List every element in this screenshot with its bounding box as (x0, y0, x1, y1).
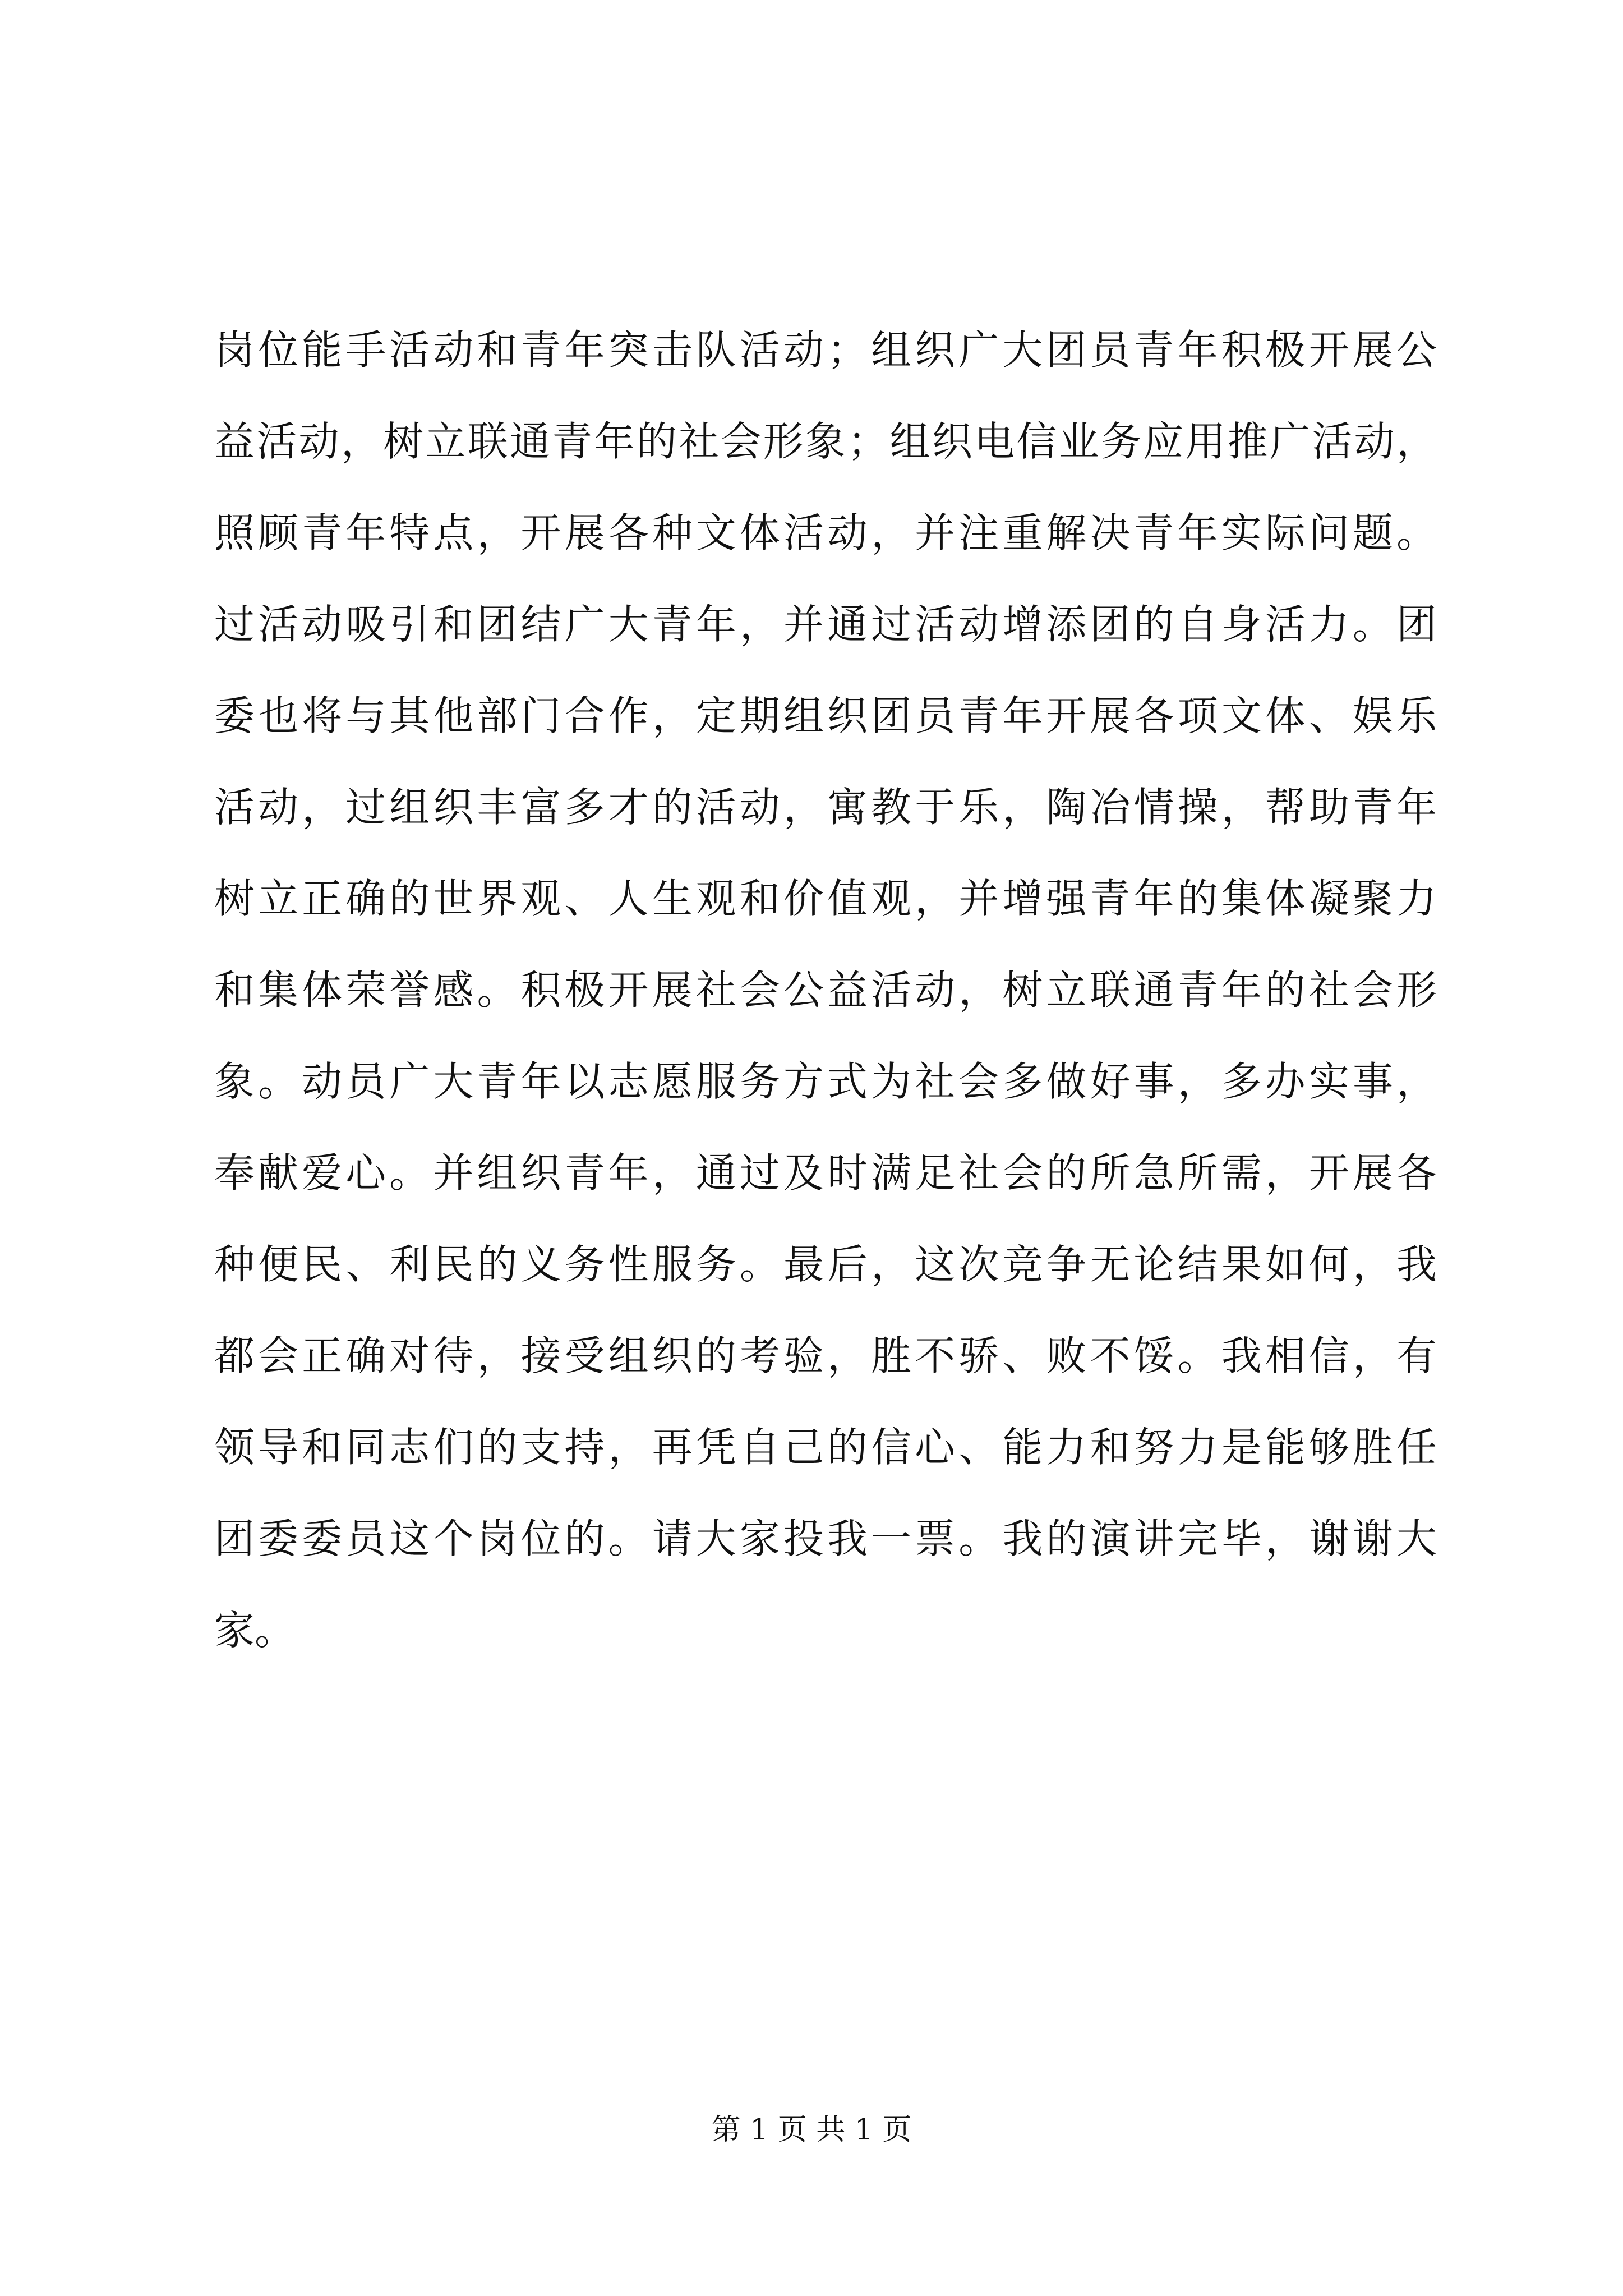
text-line: 领导和同志们的支持，再凭自己的信心、能力和努力是能够胜任 (214, 1424, 1437, 1471)
text-line: 家。 (214, 1607, 296, 1654)
text-line: 委也将与其他部门合作，定期组织团员青年开展各项文体、娱乐 (214, 692, 1437, 739)
page-number-footer: 第 1 页 共 1 页 (711, 2113, 912, 2147)
text-line: 和集体荣誉感。积极开展社会公益活动，树立联通青年的社会形 (214, 967, 1437, 1014)
body-text (214, 305, 1437, 1676)
text-line: 照顾青年特点，开展各种文体活动，并注重解决青年实际问题。 (214, 509, 1437, 556)
text-line: 树立正确的世界观、人生观和价值观，并增强青年的集体凝聚力 (214, 875, 1437, 922)
text-line: 奉献爱心。并组织青年，通过及时满足社会的所急所需，开展各 (214, 1149, 1437, 1197)
text-line: 象。动员广大青年以志愿服务方式为社会多做好事，多办实事， (214, 1058, 1437, 1105)
text-line: 岗位能手活动和青年突击队活动；组织广大团员青年积极开展公 (214, 326, 1437, 374)
text-line: 都会正确对待，接受组织的考验，胜不骄、败不馁。我相信，有 (214, 1332, 1437, 1379)
text-line: 益活动，树立联通青年的社会形象；组织电信业务应用推广活动， (214, 418, 1437, 465)
text-line: 种便民、利民的义务性服务。最后，这次竞争无论结果如何，我 (214, 1241, 1437, 1288)
text-line: 团委委员这个岗位的。请大家投我一票。我的演讲完毕，谢谢大 (214, 1515, 1437, 1562)
text-line: 过活动吸引和团结广大青年，并通过活动增添团的自身活力。团 (214, 601, 1437, 648)
text-line: 活动，过组织丰富多才的活动，寓教于乐，陶冶情操，帮助青年 (214, 784, 1437, 831)
